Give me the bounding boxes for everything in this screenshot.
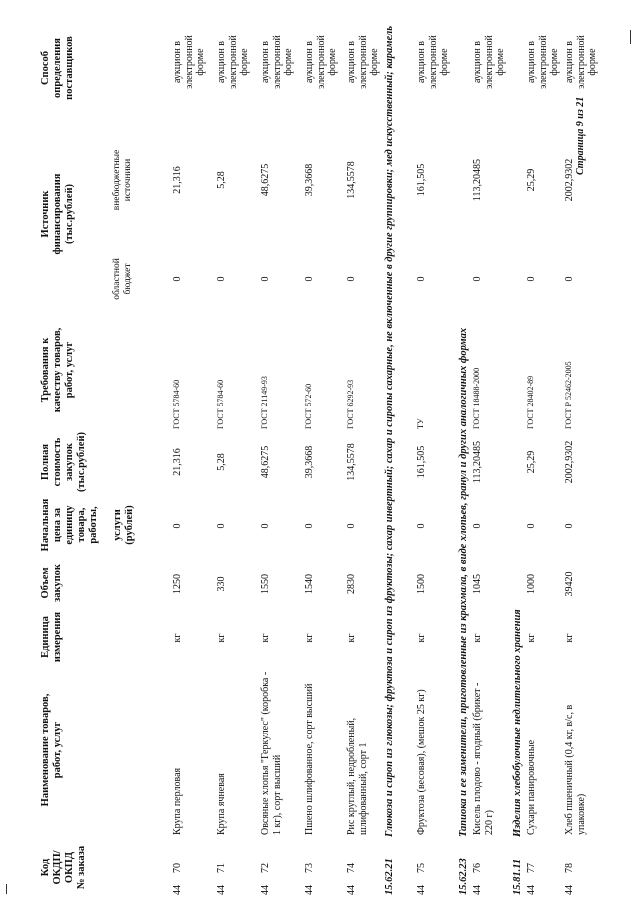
header-regional-line: бюджет (122, 263, 133, 295)
row-unit: кг (472, 633, 483, 643)
row-code (346, 837, 358, 895)
row-requirements: ГОСТ Р 52462-2005 (564, 361, 573, 429)
row-unit: кг (260, 633, 271, 643)
header-req-line: работ, услуг (64, 341, 76, 399)
header-unit-line: Единица (40, 616, 51, 658)
row-extra: 161,505 (416, 163, 427, 197)
row-method (564, 19, 599, 105)
row-price: 0 (172, 523, 183, 529)
method-line: электронной (271, 35, 283, 89)
method-line: форме (239, 48, 250, 76)
code-part: 71 (216, 863, 227, 873)
row-method (416, 19, 451, 105)
row-price: 0 (304, 523, 315, 529)
code-part: 78 (564, 863, 575, 873)
header-source-line: финансирования (52, 173, 64, 255)
group-heading (512, 15, 524, 895)
code-part: 44 (472, 885, 483, 895)
header-volume-line: закупок (52, 564, 64, 602)
method-line: форме (283, 48, 294, 76)
header-volume-line: Объем (40, 567, 51, 599)
row-method (216, 19, 251, 105)
header-code (40, 840, 190, 895)
row-code (216, 837, 228, 895)
method-line: электронной (537, 35, 549, 89)
header-source-line: Источник (40, 190, 51, 238)
row-total: 21,316 (172, 448, 183, 476)
row-volume: 1540 (304, 574, 315, 594)
header-total-line: закупок (64, 443, 76, 481)
group-text: Изделия хлебобулочные недлительного хранения (512, 609, 523, 837)
row-method (346, 19, 381, 105)
header-code-line: Код (40, 858, 51, 877)
method-line: аукцион в (564, 40, 575, 84)
header-code-line: № заказа (76, 845, 88, 890)
code-part: 73 (304, 863, 315, 873)
code-part: 76 (472, 863, 483, 873)
method-line: электронной (183, 35, 195, 89)
row-name: Крупа перловая (172, 767, 183, 835)
row-regional: 0 (526, 276, 537, 282)
row-requirements: ГОСТ 572-60 (304, 383, 313, 429)
row-name: Сухари панировочные (526, 739, 537, 835)
row-extra: 134,5578 (346, 161, 357, 199)
header-code-line: ОКДП/ (52, 850, 64, 885)
row-code (172, 837, 184, 895)
row-code (260, 837, 272, 895)
header-unit (40, 611, 190, 663)
row-price: 0 (346, 523, 357, 529)
page-number: Страница 9 из 21 (575, 96, 586, 175)
method-line: аукцион в (304, 40, 315, 84)
row-code (416, 837, 428, 895)
row-requirements: ГОСТ 5784-60 (172, 379, 181, 429)
row-unit: кг (216, 633, 227, 643)
row-requirements: ГОСТ 5784-60 (216, 379, 225, 429)
method-line: аукцион в (346, 40, 357, 84)
header-price-line: работы, (88, 506, 100, 544)
row-extra: 39,3668 (304, 163, 315, 197)
code-part: 44 (346, 885, 357, 895)
method-line: форме (587, 48, 598, 76)
header-req-line: качеству товаров, (52, 327, 64, 413)
row-volume: 1045 (472, 574, 483, 594)
code-part: 44 (416, 885, 427, 895)
header-method (40, 19, 190, 117)
code-part: 44 (526, 885, 537, 895)
header-extra-line: внебюджетные (112, 149, 122, 211)
header-volume (40, 557, 190, 609)
row-method (526, 19, 561, 105)
row-requirements: ТУ (416, 418, 425, 429)
row-requirements: ГОСТ 28402-89 (526, 375, 535, 429)
method-line: форме (495, 48, 506, 76)
row-unit: кг (416, 633, 427, 643)
row-requirements: ГОСТ 21149-93 (260, 376, 269, 429)
row-total: 2002,9302 (564, 440, 575, 484)
header-total (40, 431, 190, 493)
code-part: 44 (216, 885, 227, 895)
header-source-extra (112, 125, 262, 235)
method-line: аукцион в (260, 40, 271, 84)
row-code (564, 837, 576, 895)
row-name: Хлеб пшеничный (0,4 кг, в/с, в упаковке) (564, 704, 587, 835)
header-method-line: Способ (40, 50, 51, 86)
method-line: аукцион в (216, 40, 227, 84)
row-code (472, 837, 484, 895)
method-line: аукцион в (416, 40, 427, 84)
row-unit: кг (304, 633, 315, 643)
row-name: Фруктоза (весовая), (мешок 25 кг) (416, 689, 427, 835)
scan-mark (630, 30, 631, 44)
row-volume: 1500 (416, 574, 427, 594)
code-part: 75 (416, 863, 427, 873)
row-unit: кг (172, 633, 183, 643)
header-method-line: поставщиков (64, 36, 76, 100)
header-name-line: Наименование товаров, (40, 693, 51, 807)
row-name: Овсяные хлопья "Геркулес" (коробка - 1 кг), сорт высший (260, 671, 283, 835)
code-part: 44 (564, 885, 575, 895)
row-requirements: ГОСТ 6292-93 (346, 379, 355, 429)
row-volume: 2830 (346, 574, 357, 594)
row-total: 25,29 (526, 450, 537, 474)
group-text: Глюкоза и сироп из глюкозы; фруктоза и сироп из фруктозы; сахар инвертный; сахар и сиропы сахарные, не включенные в другие группировки; мед искусственный; карамель (384, 25, 395, 837)
row-name: Крупа ячневая (216, 773, 227, 835)
header-extra-line: источники (122, 158, 133, 202)
row-method (472, 19, 507, 105)
row-name: Пшено шлифованное, сорт высший (304, 683, 315, 835)
method-line: электронной (357, 35, 369, 89)
header-requirements (40, 311, 190, 429)
code-part: 77 (526, 863, 537, 873)
header-price-line: (рублей) (124, 505, 136, 545)
group-heading (458, 15, 470, 895)
group-code: 15.62.21 (384, 858, 395, 895)
method-line: аукцион в (172, 40, 183, 84)
header-source-line: (тыс.рублей) (64, 183, 76, 245)
row-extra: 2002,9302 (564, 158, 575, 202)
row-method (172, 19, 207, 105)
group-heading (384, 15, 396, 895)
method-line: электронной (483, 35, 495, 89)
row-extra: 48,6275 (260, 163, 271, 197)
row-method (304, 19, 339, 105)
row-price: 0 (416, 523, 427, 529)
method-line: электронной (315, 35, 327, 89)
row-regional: 0 (346, 276, 357, 282)
header-method-line: определения (52, 38, 64, 98)
row-regional: 0 (216, 276, 227, 282)
code-part: 72 (260, 863, 271, 873)
scan-mark (6, 884, 7, 894)
row-volume: 1550 (260, 574, 271, 594)
header-price-spacer (100, 495, 112, 555)
method-line: электронной (427, 35, 439, 89)
row-total: 161,505 (416, 445, 427, 479)
method-line: форме (327, 48, 338, 76)
row-price: 0 (526, 523, 537, 529)
header-req-line: Требования к (40, 337, 51, 403)
row-total: 48,6275 (260, 445, 271, 479)
row-requirements: ГОСТ 18488-2000 (472, 367, 481, 429)
row-volume: 330 (216, 576, 227, 592)
method-line: форме (549, 48, 560, 76)
row-volume: 39420 (564, 571, 575, 597)
header-total-line: Полная (40, 443, 51, 481)
header-price-line: услуги (112, 509, 124, 541)
row-volume: 1000 (526, 574, 537, 594)
header-name (40, 665, 190, 835)
row-regional: 0 (564, 276, 575, 282)
row-method (260, 19, 295, 105)
header-source-regional (112, 249, 262, 309)
header-regional-line: областной (112, 258, 122, 300)
header-name-line: работ, услуг (52, 721, 64, 779)
row-extra: 113,20485 (472, 158, 483, 202)
method-line: форме (195, 48, 206, 76)
row-regional: 0 (172, 276, 183, 282)
header-price-line: единицу (64, 505, 76, 545)
row-unit: кг (526, 633, 537, 643)
row-price: 0 (216, 523, 227, 529)
row-code (304, 837, 316, 895)
row-volume: 1250 (172, 574, 183, 594)
row-total: 113,20485 (472, 440, 483, 484)
header-price-line: цена за (52, 507, 64, 543)
row-unit: кг (564, 633, 575, 643)
row-price: 0 (260, 523, 271, 529)
header-code-line: ОКПД (64, 851, 76, 884)
method-line: аукцион в (526, 40, 537, 84)
group-code: 15.62.23 (458, 858, 469, 895)
row-regional: 0 (304, 276, 315, 282)
method-line: электронной (575, 35, 587, 89)
code-part: 44 (260, 885, 271, 895)
row-regional: 0 (472, 276, 483, 282)
header-total-line: стоимость (52, 437, 64, 487)
row-total: 5,28 (216, 453, 227, 471)
row-total: 134,5578 (346, 443, 357, 481)
row-extra: 21,316 (172, 166, 183, 194)
row-regional: 0 (416, 276, 427, 282)
method-line: аукцион в (472, 40, 483, 84)
row-code (526, 837, 538, 895)
method-line: форме (439, 48, 450, 76)
row-price: 0 (472, 523, 483, 529)
row-regional: 0 (260, 276, 271, 282)
code-part: 44 (304, 885, 315, 895)
row-extra: 25,29 (526, 168, 537, 192)
method-line: электронной (227, 35, 239, 89)
code-part: 70 (172, 863, 183, 873)
header-total-line: (тыс.рублей) (76, 431, 88, 493)
row-price: 0 (564, 523, 575, 529)
row-extra: 5,28 (216, 171, 227, 189)
row-name: Рис круглый, недробленый, шлифованный, сорт 1 (346, 717, 369, 835)
code-part: 44 (172, 885, 183, 895)
row-unit: кг (346, 633, 357, 643)
row-name: Кисель плодово - ягодный (брикет - 220 г) (472, 682, 495, 835)
group-code: 15.81.11 (512, 858, 523, 895)
group-text: Тапиока и ее заменители, приготовленные из крахмала, в виде хлопьев, гранул и других аналогичных формах (458, 327, 469, 837)
method-line: форме (369, 48, 380, 76)
code-part: 74 (346, 863, 357, 873)
header-price (40, 495, 190, 555)
header-price-line: Начальная (40, 498, 51, 552)
row-total: 39,3668 (304, 445, 315, 479)
header-unit-line: измерения (52, 611, 64, 663)
header-price-line: товара, (76, 507, 88, 543)
